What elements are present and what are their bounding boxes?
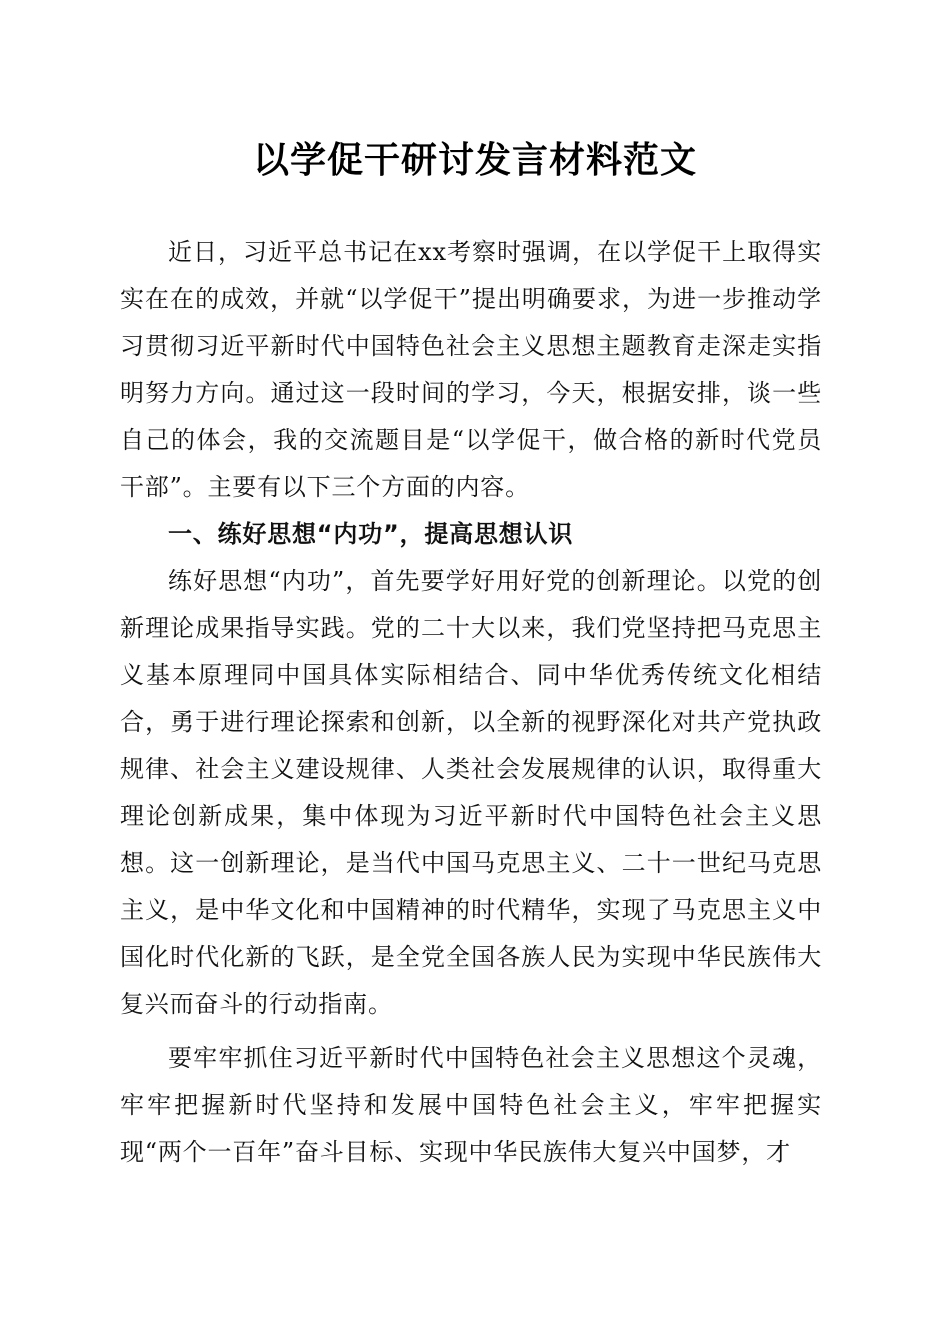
document-body xyxy=(120,229,822,1176)
body-paragraph: 练好思想“内功”，首先要学好用好党的创新理论。以党的创新理论成果指导实践。党的二十大以来，我们党坚持把马克思主义基本原理同中国具体实际相结合、同中华优秀传统文化相结合，勇于进行理论探索和创新，以全新的视野深化对共产党执政规律、社会主义建设规律、人类社会发展规律的认识，取得重大理论创新成果，集中体现为习近平新时代中国特色社会主义思想。这一创新理论，是当代中国马克思主义、二十一世纪马克思主义，是中华文化和中国精神的时代精华，实现了马克思主义中国化时代化新的飞跃，是全党全国各族人民为实现中华民族伟大复兴而奋斗的行动指南。 xyxy=(120,567,822,1018)
body-paragraph: 要牢牢抓住习近平新时代中国特色社会主义思想这个灵魂，牢牢把握新时代坚持和发展中国特色社会主义，牢牢把握实现“两个一百年”奋斗目标、实现中华民族伟大复兴中国梦，才 xyxy=(120,1044,822,1166)
section-heading: 一、练好思想“内功”，提高思想认识 xyxy=(168,520,574,548)
intro-paragraph: 近日，习近平总书记在xx考察时强调，在以学促干上取得实实在在的成效，并就“以学促干”提出明确要求，为进一步推动学习贯彻习近平新时代中国特色社会主义思想主题教育走深走实指明努力方向。通过这一段时间的学习，今天，根据安排，谈一些自己的体会，我的交流题目是“以学促干，做合格的新时代党员干部”。主要有以下三个方面的内容。 xyxy=(120,238,822,501)
document-title: 以学促干研讨发言材料范文 xyxy=(252,139,697,181)
